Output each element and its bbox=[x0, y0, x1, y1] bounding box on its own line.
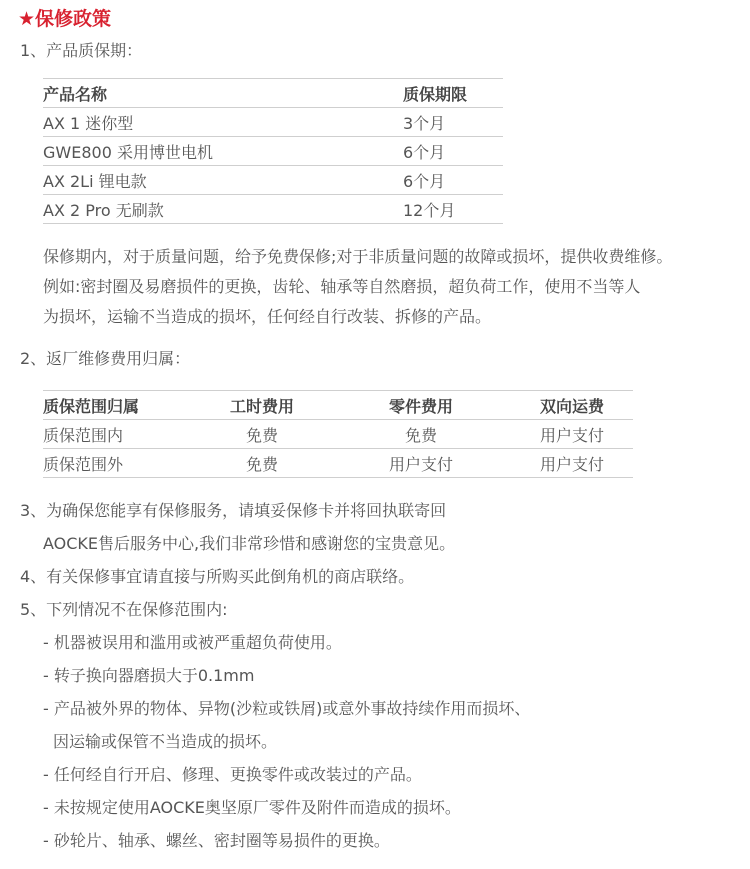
exclusion-item: - 砂轮片、轴承、螺丝、密封圈等易损件的更换。 bbox=[43, 831, 390, 850]
section-1-note-1: 保修期内，对于质量问题，给予免费保修;对于非质量问题的故障或损坏，提供收费维修。 bbox=[43, 247, 673, 266]
shipping-cost-cell: 用户支付 bbox=[511, 449, 633, 478]
warranty-period-cell: 3个月 bbox=[403, 108, 503, 137]
exclusion-item: - 产品被外界的物体、异物(沙粒或铁屑)或意外事故持续作用而损坏、 bbox=[43, 699, 531, 718]
column-header-warranty-scope: 质保范围归属 bbox=[43, 391, 193, 420]
section-1-heading: 1、产品质保期： bbox=[20, 41, 143, 60]
section-5-heading: 5、下列情况不在保修范围内: bbox=[20, 600, 228, 619]
labor-cost-cell: 免费 bbox=[193, 420, 331, 449]
page-title: ★保修政策 bbox=[18, 8, 112, 30]
parts-cost-cell: 免费 bbox=[331, 420, 511, 449]
warranty-period-table bbox=[43, 78, 503, 224]
repair-cost-table bbox=[43, 390, 633, 478]
table-header-row bbox=[43, 79, 503, 108]
column-header-labor-cost: 工时费用 bbox=[193, 391, 331, 420]
section-4-text: 4、有关保修事宜请直接与所购买此倒角机的商店联络。 bbox=[20, 567, 415, 586]
section-1-note-3: 为损坏，运输不当造成的损坏，任何经自行改装、拆修的产品。 bbox=[43, 307, 492, 326]
warranty-period-cell: 6个月 bbox=[403, 137, 503, 166]
table-row bbox=[43, 166, 503, 195]
exclusion-item: - 转子换向器磨损大于0.1mm bbox=[43, 666, 255, 685]
product-name-cell: AX 2 Pro 无刷款 bbox=[43, 195, 403, 224]
column-header-parts-cost: 零件费用 bbox=[331, 391, 511, 420]
section-3-line-2: AOCKE售后服务中心,我们非常珍惜和感谢您的宝贵意见。 bbox=[43, 534, 456, 553]
exclusion-item-continuation: 因运输或保管不当造成的损坏。 bbox=[53, 732, 278, 751]
warranty-period-cell: 6个月 bbox=[403, 166, 503, 195]
parts-cost-cell: 用户支付 bbox=[331, 449, 511, 478]
exclusion-item: - 任何经自行开启、修理、更换零件或改装过的产品。 bbox=[43, 765, 422, 784]
table-row bbox=[43, 195, 503, 224]
table-row bbox=[43, 108, 503, 137]
labor-cost-cell: 免费 bbox=[193, 449, 331, 478]
table-row bbox=[43, 420, 633, 449]
section-2-heading: 2、返厂维修费用归属： bbox=[20, 349, 191, 368]
column-header-warranty-period: 质保期限 bbox=[403, 79, 503, 108]
table-row bbox=[43, 137, 503, 166]
section-1-note-2: 例如:密封圈及易磨损件的更换，齿轮、轴承等自然磨损，超负荷工作，使用不当等人 bbox=[43, 277, 641, 296]
shipping-cost-cell: 用户支付 bbox=[511, 420, 633, 449]
warranty-period-cell: 12个月 bbox=[403, 195, 503, 224]
column-header-shipping-cost: 双向运费 bbox=[511, 391, 633, 420]
column-header-product-name: 产品名称 bbox=[43, 79, 403, 108]
warranty-scope-cell: 质保范围外 bbox=[43, 449, 193, 478]
table-header-row bbox=[43, 391, 633, 420]
table-row bbox=[43, 449, 633, 478]
exclusion-item: - 机器被误用和滥用或被严重超负荷使用。 bbox=[43, 633, 342, 652]
product-name-cell: AX 2Li 锂电款 bbox=[43, 166, 403, 195]
product-name-cell: AX 1 迷你型 bbox=[43, 108, 403, 137]
warranty-scope-cell: 质保范围内 bbox=[43, 420, 193, 449]
product-name-cell: GWE800 采用博世电机 bbox=[43, 137, 403, 166]
section-3-line-1: 3、为确保您能享有保修服务，请填妥保修卡并将回执联寄回 bbox=[20, 501, 447, 520]
exclusion-item: - 未按规定使用AOCKE奥坚原厂零件及附件而造成的损坏。 bbox=[43, 798, 461, 817]
